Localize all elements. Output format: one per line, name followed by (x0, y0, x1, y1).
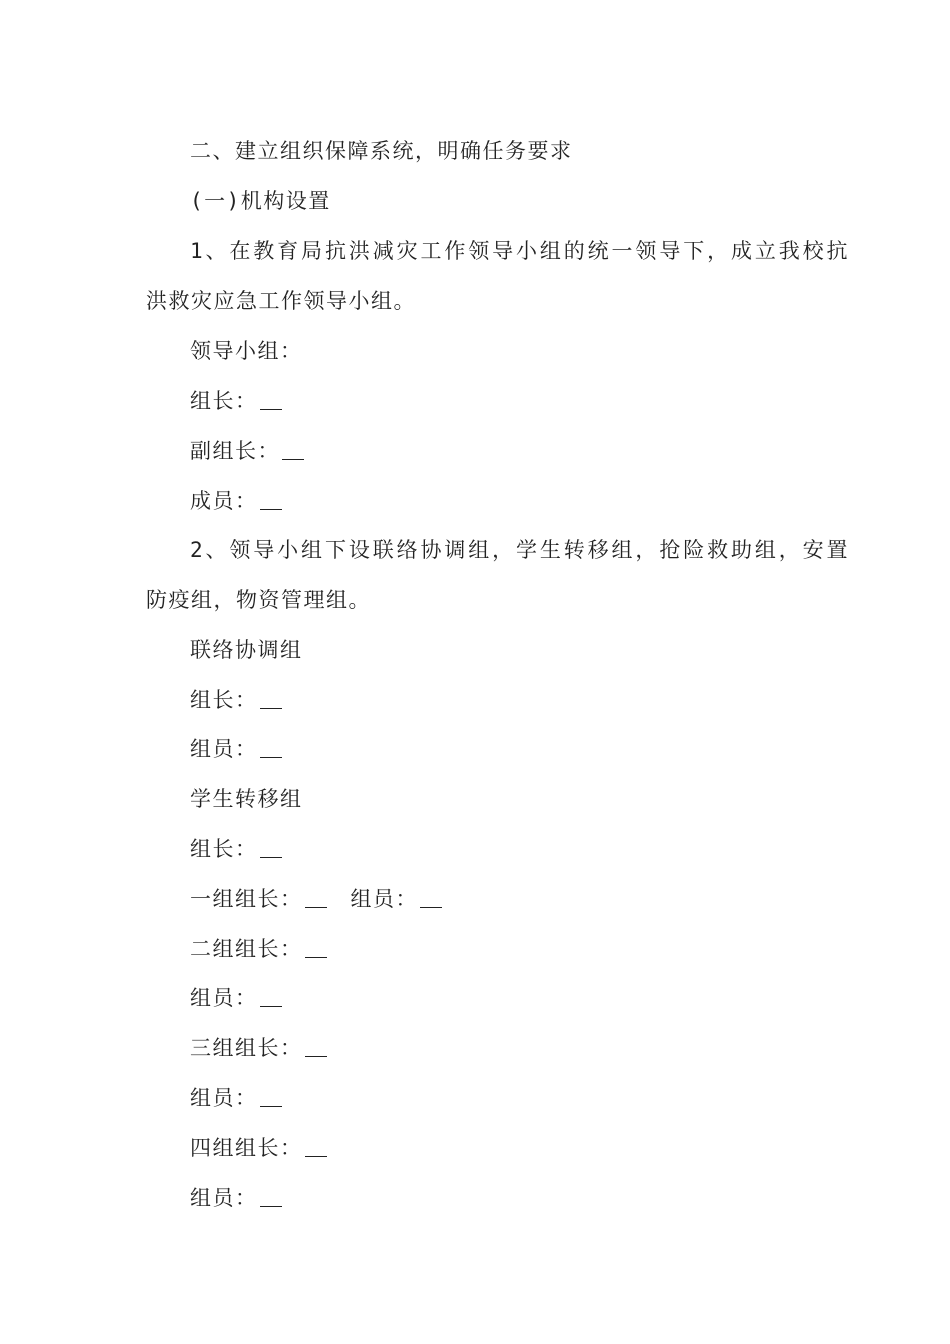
transfer-group1: 一组组长： 组员： (0, 884, 950, 914)
item2-line1: 2、领导小组下设联络协调组，学生转移组，抢险救助组，安置 (190, 538, 849, 562)
blank-field (282, 441, 304, 460)
transfer-group2-leader: 二组组长： (0, 934, 950, 964)
transfer-group4-leader: 四组组长： (0, 1133, 950, 1163)
transfer-group3-members: 组员： (0, 1083, 950, 1113)
blank-field (260, 739, 282, 758)
item1-line1: 1、在教育局抗洪减灾工作领导小组的统一领导下，成立我校抗 (190, 239, 849, 263)
blank-field (260, 988, 282, 1007)
blank-field (305, 939, 327, 958)
blank-field (420, 889, 442, 908)
blank-field (260, 839, 282, 858)
leadership-members: 成员： (0, 486, 950, 516)
subsection-heading: (一)机构设置 (190, 189, 331, 213)
leadership-title: 领导小组： (190, 339, 303, 363)
blank-field (305, 889, 327, 908)
blank-field (260, 1188, 282, 1207)
blank-field (260, 690, 282, 709)
transfer-group2-members: 组员： (0, 983, 950, 1013)
liaison-title: 联络协调组 (190, 638, 303, 662)
transfer-title: 学生转移组 (190, 787, 303, 811)
item1-line2: 洪救灾应急工作领导小组。 (146, 289, 416, 313)
liaison-members: 组员： (0, 734, 950, 764)
blank-field (305, 1138, 327, 1157)
blank-field (260, 491, 282, 510)
blank-field (260, 1088, 282, 1107)
transfer-group3-leader: 三组组长： (0, 1033, 950, 1063)
liaison-leader: 组长： (0, 685, 950, 715)
item2-line2: 防疫组，物资管理组。 (146, 588, 371, 612)
section-heading: 二、建立组织保障系统，明确任务要求 (190, 139, 573, 163)
transfer-group4-members: 组员： (0, 1183, 950, 1213)
blank-field (305, 1038, 327, 1057)
blank-field (260, 391, 282, 410)
leadership-leader: 组长： (0, 386, 950, 416)
leadership-deputy: 副组长： (0, 436, 950, 466)
transfer-leader: 组长： (0, 834, 950, 864)
